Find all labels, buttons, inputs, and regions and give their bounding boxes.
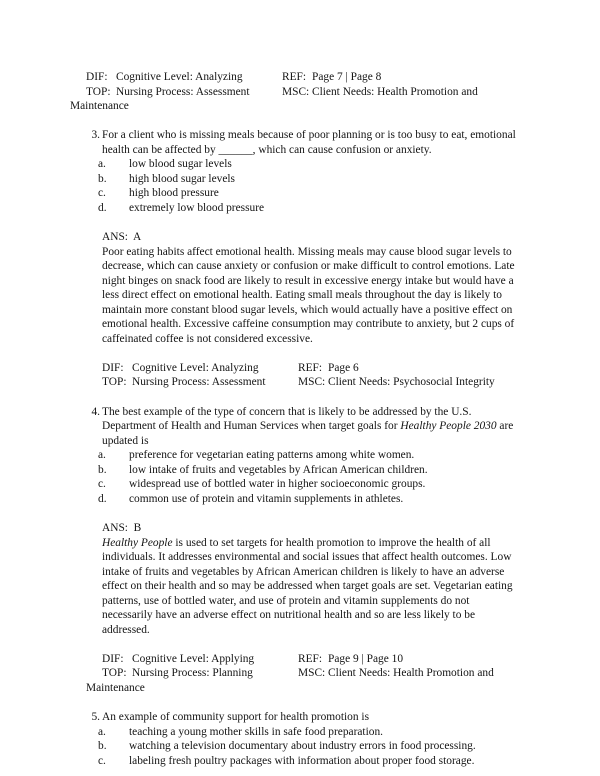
msc-field [282,85,478,100]
option-d-letter: d. [98,201,107,214]
option-c-text: high blood pressure [129,187,219,200]
msc-field [298,666,494,681]
top-key: TOP: [102,376,127,389]
msc-key: MSC: [298,376,326,389]
option-b-letter: b. [98,172,107,185]
msc-value: Client Needs: Health Promotion and [312,85,478,98]
dif-field [102,361,259,376]
option-b-text: high blood sugar levels [129,172,235,185]
ref-value: Page 6 [328,361,359,374]
top-key: TOP: [86,85,111,98]
option-a[interactable] [86,157,522,172]
metadata-block-top [70,70,522,114]
dif-field [102,652,254,667]
option-d[interactable] [86,492,522,507]
question-4-answer: ANS: B [102,521,142,534]
block-spacer [70,114,522,129]
question-5 [86,710,522,768]
option-d-text: common use of protein and vitamin supplements in athletes. [129,492,404,505]
option-c-letter: c. [98,187,106,200]
msc-value: Client Needs: Health Promotion and [328,667,494,680]
question-5-options [86,725,522,769]
question-4-stem-italic: Healthy People 2030 [400,420,497,433]
option-d-letter: d. [98,492,107,505]
ref-value: Page 7 | Page 8 [312,71,382,83]
question-4-number: 4. [91,405,100,418]
option-c-letter: c. [98,478,106,491]
block-spacer [70,390,522,405]
top-value: Nursing Process: Assessment [116,85,250,98]
dif-field [86,70,243,85]
top-field [102,375,266,390]
option-d-text: extremely low blood pressure [129,201,265,214]
option-a[interactable] [86,448,522,463]
ref-key: REF: [298,361,323,374]
top-key: TOP: [102,667,127,680]
metadata-row-top-msc [102,666,522,681]
question-4-rationale-italic: Healthy People [102,536,173,549]
question-3-stem [86,128,522,157]
option-a-letter: a. [98,158,106,171]
option-c[interactable] [86,477,522,492]
metadata-row-dif-ref [102,361,522,376]
dif-key: DIF: [86,71,108,83]
option-a-text: low blood sugar levels [129,158,232,171]
option-a-text: teaching a young mother skills in safe food preparation. [129,725,384,738]
page-content [70,70,522,768]
question-5-number: 5. [91,711,100,724]
metadata-row-top-msc [102,375,522,390]
question-3-rationale: Poor eating habits affect emotional health. Missing meals may cause blood sugar levels to decrease, which can cause anxiety or confusion or make difficult to control emotions. Late night binges on snack food are likely to result in excessive energy intake but would have a less direct effect on emotional health. Eating small meals throughout the day is likely to maintain more constant blood sugar levels, which would actually have a positive effect on emotional health. Excessive caffeine consumption may contribute to anxiety, but 2 cups of caffeinated coffee is not considered excessive. [102,245,515,345]
option-c-text: widespread use of bottled water in higher socioeconomic groups. [129,478,426,491]
question-5-stem-text: An example of community support for health promotion is [102,711,370,724]
msc-continuation: Maintenance [86,681,145,694]
dif-value: Cognitive Level: Analyzing [132,361,259,374]
top-value: Nursing Process: Assessment [132,376,266,389]
option-c[interactable] [86,754,522,769]
ref-key: REF: [298,652,323,665]
option-a-text: preference for vegetarian eating patterns among white women. [129,449,415,462]
question-4 [86,405,522,696]
msc-key: MSC: [298,667,326,680]
dif-value: Cognitive Level: Analyzing [116,71,243,83]
question-4-stem-part2: are updated is [102,420,514,447]
top-value: Nursing Process: Planning [132,667,253,680]
question-3-answer: ANS: A [102,231,142,244]
ref-value: Page 9 | Page 10 [328,652,404,665]
question-4-metadata [86,652,522,696]
option-a-letter: a. [98,449,106,462]
top-field [86,85,250,100]
option-b-text: low intake of fruits and vegetables by African American children. [129,463,428,476]
metadata-spacer [86,346,522,361]
question-4-rationale [86,536,522,638]
msc-value: Client Needs: Psychosocial Integrity [328,376,495,389]
option-a-letter: a. [98,725,106,738]
question-4-rationale-text: is used to set targets for health promotion to improve the health of all individuals. It addresses environmental and social issues that affect health outcomes. Low intake of fruits and vegetables by African American children is likely to have an adverse effect on their health and so may be addressed when target goals are set. Vegetarian eating patterns, use of bottled water, and use of protein and vitamin supplements do not necessarily have an adverse effect on nutritional health and so are less likely to be addressed. [102,536,513,636]
msc-key: MSC: [282,85,310,98]
dif-value: Cognitive Level: Applying [132,652,255,665]
top-field [102,666,253,681]
option-c-letter: c. [98,754,106,767]
msc-continuation: Maintenance [70,100,129,113]
answer-spacer [86,215,522,230]
option-c[interactable] [86,186,522,201]
option-b-letter: b. [98,463,107,476]
metadata-row-dif-ref [86,70,522,85]
option-b[interactable] [86,463,522,478]
metadata-spacer [86,637,522,652]
msc-field [298,375,495,390]
ref-key: REF: [282,71,307,83]
option-b-letter: b. [98,740,107,753]
question-4-options [86,448,522,506]
question-3-metadata [102,361,522,390]
block-spacer [70,696,522,711]
ref-field [282,70,381,85]
ref-field [298,652,403,667]
option-c-text: labeling fresh poultry packages with information about proper food storage. [129,754,475,767]
question-4-stem-part1: The best example of the type of concern that is likely to be addressed by the U.S. Department of Health and Human Services when target goals for [102,405,472,433]
dif-key: DIF: [102,652,124,665]
option-b-text: watching a television documentary about industry errors in food processing. [129,740,476,753]
question-4-stem [86,405,522,449]
metadata-row-top-msc [86,85,522,100]
option-d[interactable] [86,201,522,216]
ref-field [298,361,359,376]
question-3-stem-text: For a client who is missing meals because of poor planning or is too busy to eat, emotional health can be affected by ______, which can cause confusion or anxiety. [102,129,516,156]
question-3-options [86,157,522,215]
metadata-row-dif-ref [102,652,522,667]
option-b[interactable] [86,172,522,187]
option-b[interactable] [86,739,522,754]
dif-key: DIF: [102,361,124,374]
question-5-stem [86,710,522,725]
answer-spacer [86,506,522,521]
option-a[interactable] [86,725,522,740]
question-3 [86,128,522,390]
question-3-number: 3. [91,129,100,142]
